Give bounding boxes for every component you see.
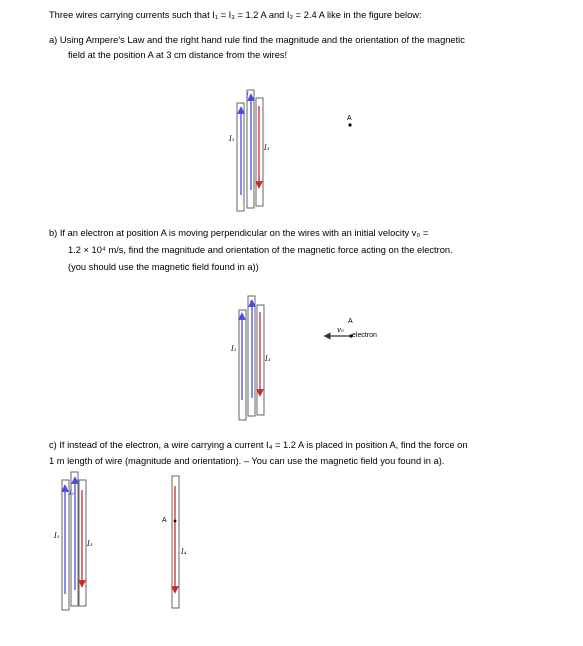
part-b-line-2: 1.2 × 10⁴ m/s, find the magnitude and orientation of the magnetic force acting on the electron. xyxy=(68,245,453,255)
part-c-line-1: c) If instead of the electron, a wire carrying a current I₄ = 1.2 A is placed in position A, find the force on xyxy=(49,440,468,450)
intro-text: Three wires carrying currents such that I₁ = I₃ = 1.2 A and I₂ = 2.4 A like in the figure below: xyxy=(49,10,422,20)
label-i2: I₂ xyxy=(249,300,255,308)
part-a-line-2: field at the position A at 3 cm distance from the wires! xyxy=(68,50,288,60)
part-c-line-2: 1 m length of wire (magnitude and orientation). – You can use the magnetic field you found in a). xyxy=(49,456,445,466)
label-i2: I₂ xyxy=(246,92,252,100)
electron-label: electron xyxy=(352,332,377,339)
label-i2: I₂ xyxy=(69,489,75,497)
point-a-label: A xyxy=(162,517,167,524)
label-i3: I₃ xyxy=(264,144,270,152)
label-i3: I₃ xyxy=(265,355,271,363)
label-i1: I₁ xyxy=(54,532,60,540)
point-a-label: A xyxy=(347,115,352,122)
part-b-line-1: b) If an electron at position A is moving perpendicular on the wires with an initial velocity v₀ = xyxy=(49,228,429,238)
part-a-line-1: a) Using Ampere’s Law and the right hand rule find the magnitude and the orientation of the magnetic xyxy=(49,35,465,45)
velocity-label: v₀ xyxy=(337,326,344,334)
figure-a-wires xyxy=(237,90,352,211)
point-a-label: A xyxy=(348,318,353,325)
label-i1: I₁ xyxy=(231,345,237,353)
point-a-dot xyxy=(348,123,351,126)
label-i3: I₃ xyxy=(87,540,93,548)
figure-c-wires xyxy=(62,472,179,610)
label-i4: I₄ xyxy=(181,548,187,556)
point-a-dot xyxy=(174,520,177,523)
part-b-line-3: (you should use the magnetic field found in a)) xyxy=(68,262,259,272)
label-i1: I₁ xyxy=(229,135,235,143)
figure-b-wires xyxy=(239,296,353,420)
